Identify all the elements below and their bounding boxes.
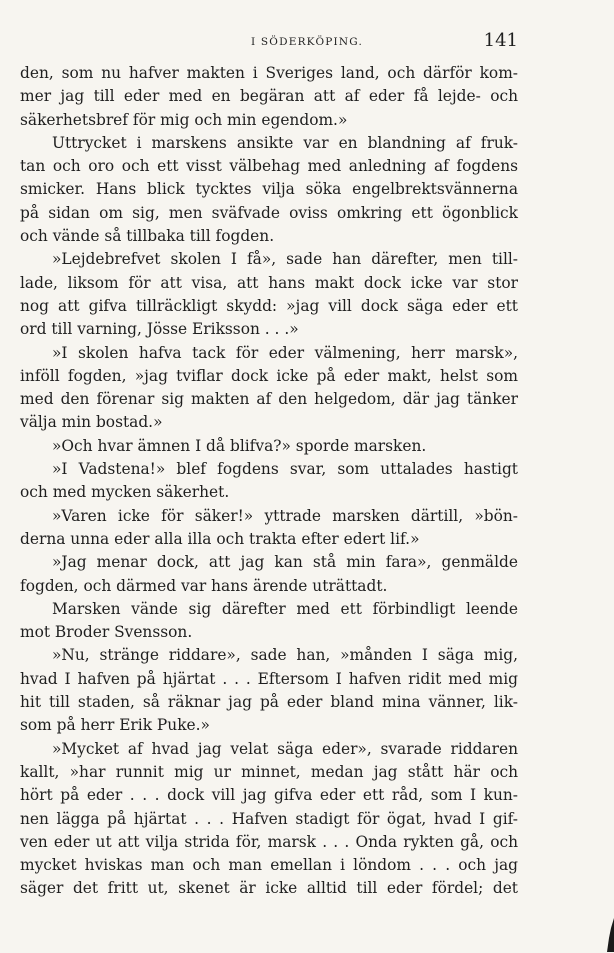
text-line: »Lejdebrefvet skolen I få», sade han därefter, men till- (52, 250, 518, 269)
text-line: Marsken vände sig därefter med ett förbindligt leende (52, 599, 518, 618)
text-line: och med mycken säkerhet. (20, 483, 230, 502)
text-line: säkerhetsbref för mig och min egendom.» (20, 110, 348, 129)
text-line: »I Vadstena!» blef fogdens svar, som uttalades hastigt (52, 460, 518, 479)
text-line: »Varen icke för säker!» yttrade marsken därtill, »bön- (52, 506, 518, 525)
text-line: den, som nu hafver makten i Sveriges land, och därför kom- (20, 64, 518, 82)
text-line: nen lägga på hjärtat . . . Hafven stadigt för ögat, hvad I gif- (20, 809, 518, 828)
text-line: mer jag till eder med en begäran att af eder få lejde- och (20, 87, 518, 106)
text-line: ven eder ut att vilja strida för, marsk . . . Onda rykten gå, och (20, 832, 518, 851)
text-line: »Mycket af hvad jag velat säga eder», svarade riddaren (52, 739, 518, 758)
text-line: hört på eder . . . dock vill jag gifva eder ett råd, som I kun- (20, 786, 518, 805)
text-line: »I skolen hafva tack för eder välmening, herr marsk», (52, 343, 518, 362)
text-line: smicker. Hans blick tycktes vilja söka engelbrektsvännerna (20, 180, 518, 199)
text-line: »Och hvar ämnen I då blifva?» sporde marsken. (52, 436, 427, 455)
text-line: mot Broder Svensson. (20, 623, 193, 642)
text-line: inföll fogden, »jag tviflar dock icke på eder makt, helst som (20, 366, 518, 385)
text-line: »Jag menar dock, att jag kan stå min fara», genmälde (52, 553, 518, 572)
text-line: mycket hviskas man och man emellan i löndom . . . och jag (20, 856, 518, 875)
text-line: som på herr Erik Puke.» (20, 716, 210, 735)
text-line: lade, liksom för att visa, att hans makt dock icke var stor (20, 273, 518, 292)
text-line: med den förenar sig makten af den helgedom, där jag tänker (20, 390, 518, 409)
text-line: och vände så tillbaka till fogden. (20, 227, 275, 246)
text-line: Uttrycket i marskens ansikte var en blandning af fruk- (52, 133, 518, 152)
text-line: nog att gifva tillräckligt skydd: »jag vill dock säga eder ett (20, 296, 518, 315)
text-line: hvad I hafven på hjärtat . . . Eftersom I hafven ridit med mig (20, 669, 518, 688)
text-line: tan och oro och ett visst välbehag med anledning af fogdens (20, 157, 518, 176)
text-line: »Nu, stränge riddare», sade han, »månden I säga mig, (52, 646, 518, 665)
text-line: ord till varning, Jösse Eriksson . . .» (20, 320, 299, 339)
text-line: kallt, »har runnit mig ur minnet, medan jag stått här och (20, 762, 518, 781)
text-line: derna unna eder alla illa och trakta efter edert lif.» (20, 529, 420, 548)
text-line: fogden, och därmed var hans ärende uträttadt. (20, 576, 388, 595)
page-number: 141 (483, 30, 518, 51)
page-edge-mark (607, 918, 614, 952)
text-line: välja min bostad.» (20, 413, 163, 432)
page-header (0, 30, 614, 56)
text-line: hit till staden, så räknar jag på eder bland mina vänner, lik- (20, 693, 518, 712)
text-line: på sidan om sig, men sväfvade oviss omkring ett ögonblick (20, 203, 518, 222)
text-line: säger det fritt ut, skenet är icke alltid till eder fördel; det (20, 879, 518, 898)
running-head: I SÖDERKÖPING. (251, 36, 363, 48)
body-text (20, 62, 518, 901)
